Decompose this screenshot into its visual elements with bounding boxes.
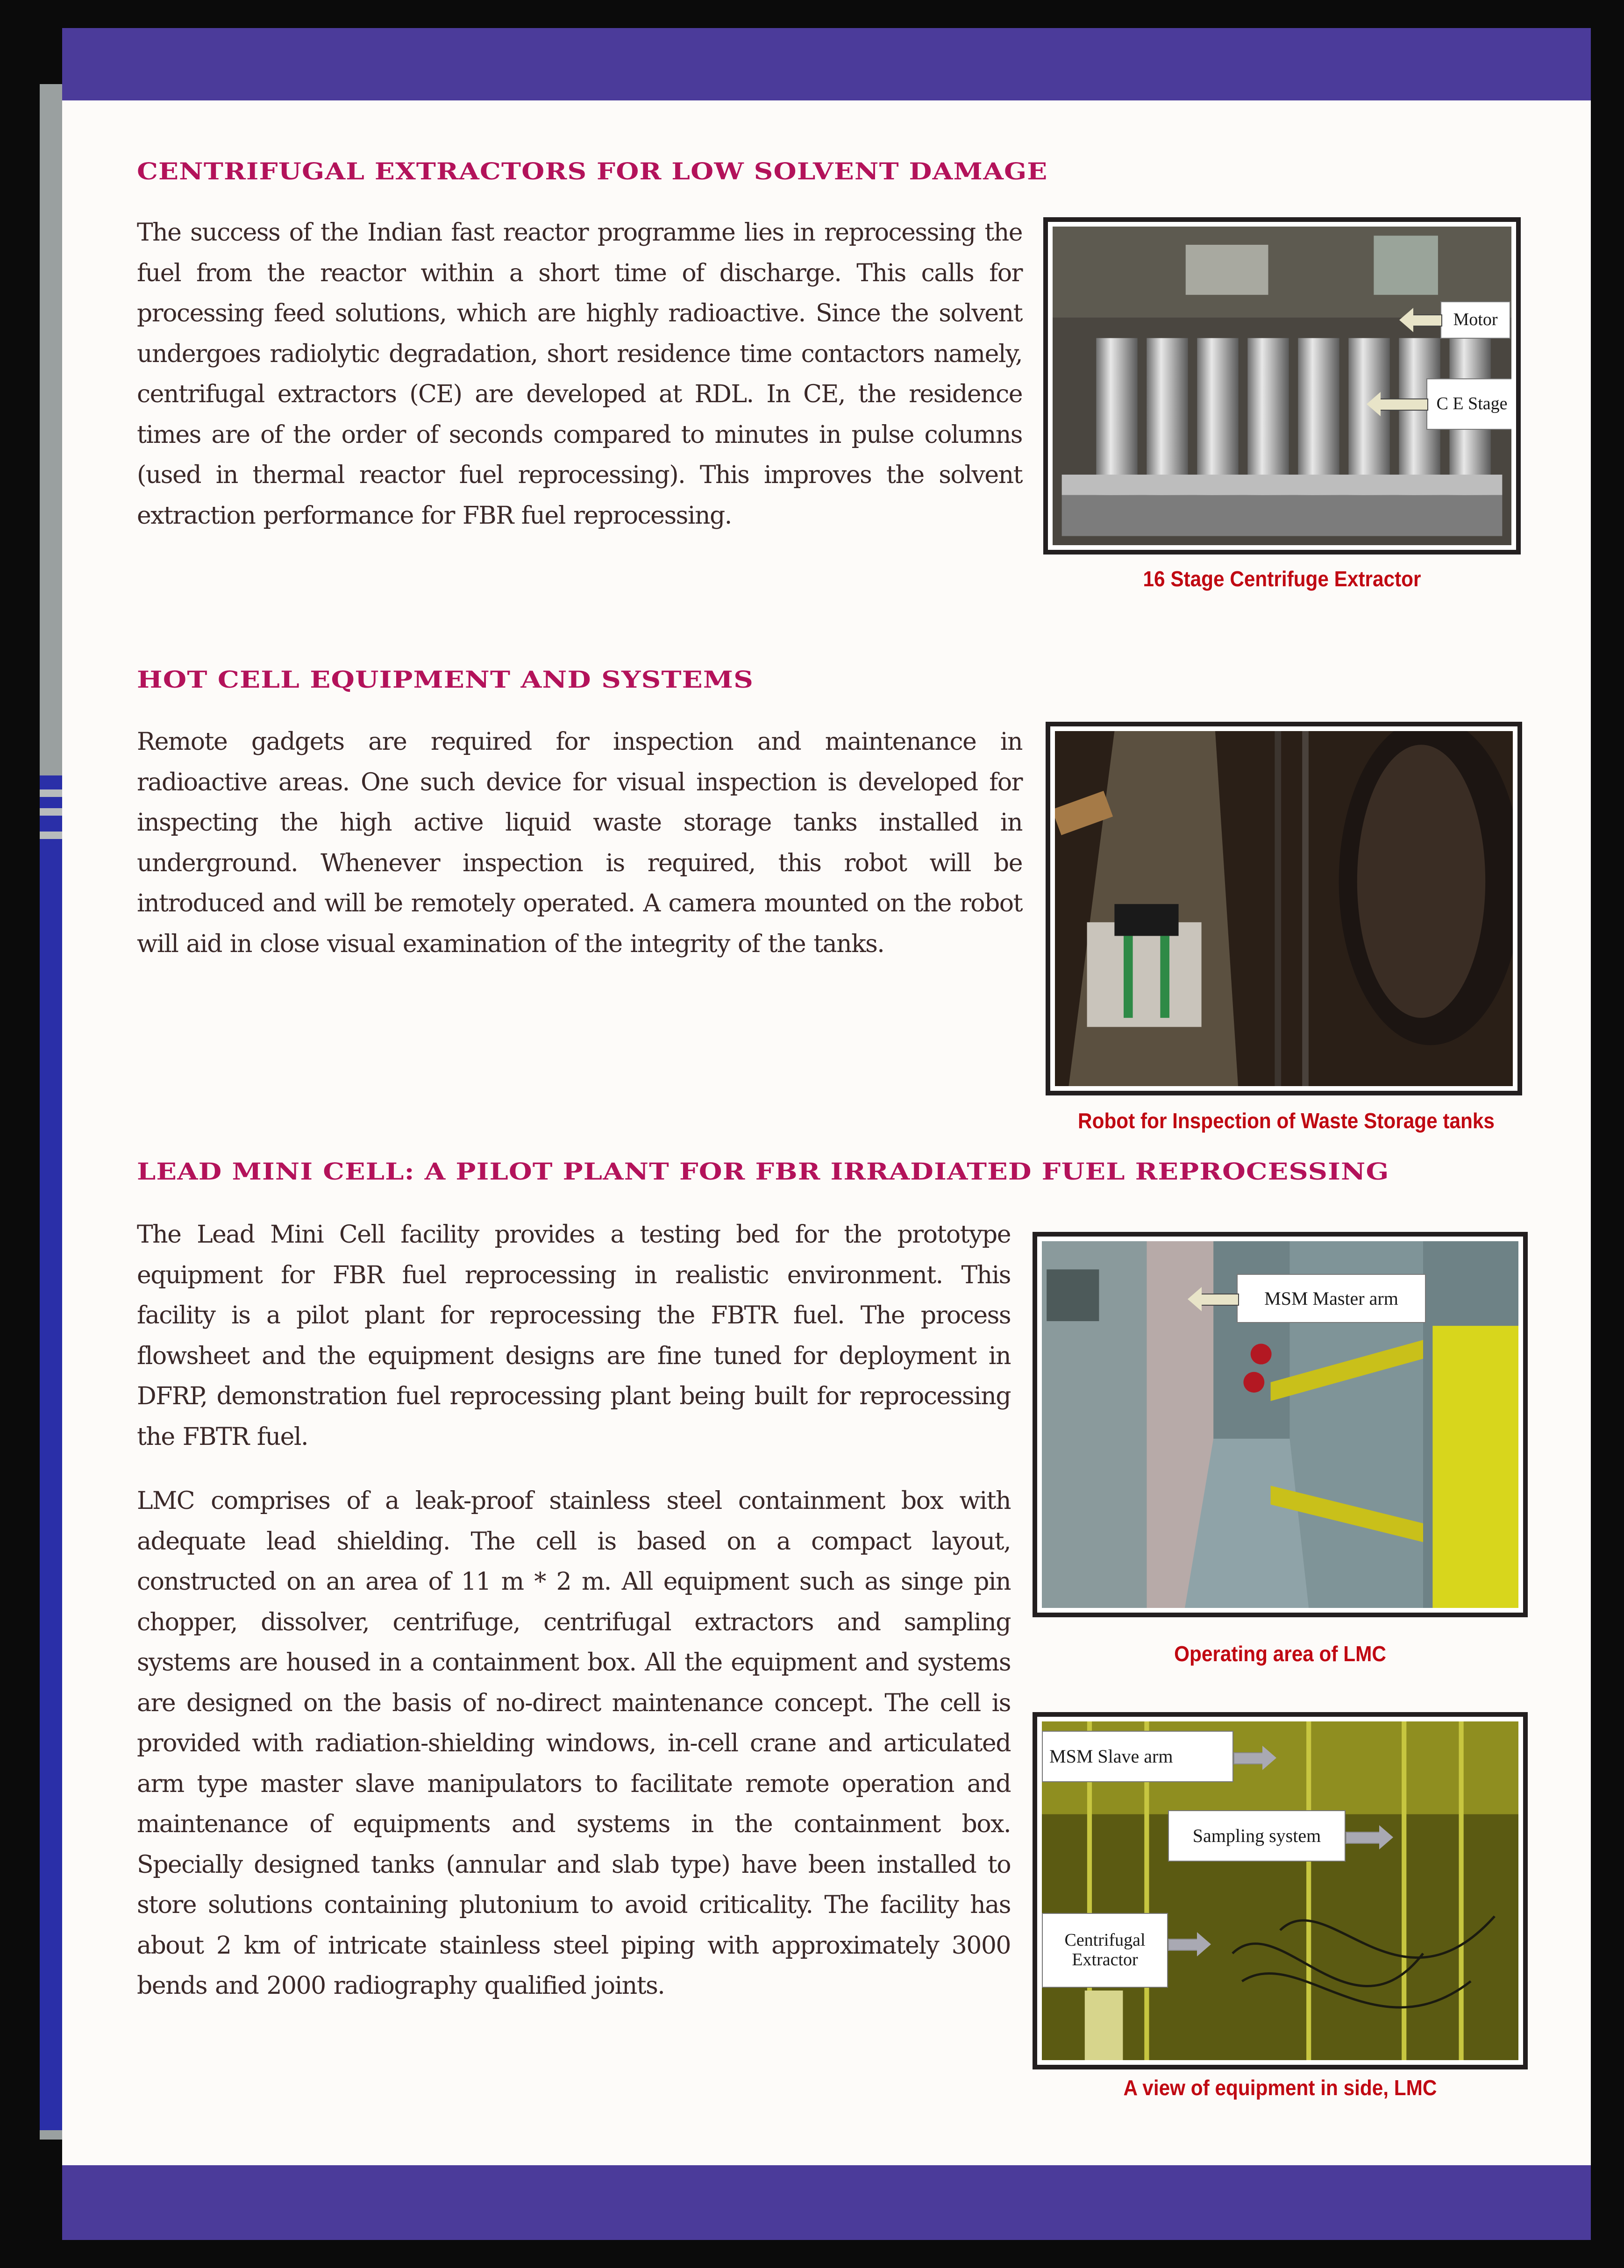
caption-centrifuge-extractor: 16 Stage Centrifuge Extractor (1143, 567, 1421, 591)
arrow-centrifugal-extractor-icon (1168, 1939, 1198, 1951)
section-body-centrifugal-extractors: The success of the Indian fast reactor programme lies in reprocessing the fuel from the reactor within a short time of discharge. This calls for processing feed solutions, which are highly radioactive. Since the solvent undergoes radiolytic degradation, short residence time contactors namely, centrifugal extractors (CE) are developed at RDL. In CE, the residence times are of the order of seconds compared to minutes in pulse columns (used in thermal reactor fuel reprocessing). This improves the solvent extraction performance for FBR fuel reprocessing. (137, 219, 1022, 530)
arrow-msm-master-arm-icon (1201, 1294, 1239, 1306)
figure-equipment-inside (1033, 1712, 1528, 2069)
photo-inspection-robot (1055, 731, 1513, 1086)
brochure-page (62, 28, 1591, 2240)
caption-inspection-robot: Robot for Inspection of Waste Storage tanks (1078, 1109, 1495, 1133)
header-band (62, 28, 1591, 100)
section-body-lead-mini-cell-2: LMC comprises of a leak-proof stainless steel containment box with adequate lead shielding. The cell is based on a compact layout, constructed on an area of 11 m * 2 m. All equipment such as singe pin chopper, dissolver, centrifuge, centrifugal extractors and sampling systems are housed in a containment box. All the equipment and systems are designed on the basis of no-direct maintenance concept. The cell is provided with radiation-shielding windows, in-cell crane and articulated arm type master slave manipulators to facilitate remote operation and maintenance of equipments and systems in the containment box. Specially designed tanks (annular and slab type) have been installed to store solutions containing plutonium to avoid criticality. The facility has about 2 km of intricate stainless steel piping with approximately 3000 bends and 2000 radiography qualified joints. (137, 1487, 1011, 2000)
adjacent-page-edge (40, 84, 63, 2140)
photo-equipment-inside (1042, 1721, 1518, 2060)
label-msm-master-arm: MSM Master arm (1237, 1274, 1426, 1323)
arrow-ce-stage-icon (1380, 398, 1428, 411)
label-centrifugal-extractor: Centrifugal Extractor (1042, 1913, 1168, 1988)
adjacent-page-stripe (40, 808, 63, 816)
figure-operating-area (1033, 1232, 1528, 1617)
section-body-hot-cell: Remote gadgets are required for inspection and maintenance in radioactive areas. One such device for visual inspection is developed for inspecting the high active liquid waste storage tanks installed in underground. Whenever inspection is required, this robot will be introduced and will be remotely operated. A camera mounted on the robot will aid in close visual examination of the integrity of the tanks. (137, 728, 1022, 958)
label-sampling-system: Sampling system (1168, 1810, 1346, 1862)
photo-centrifuge-extractor (1053, 227, 1511, 545)
caption-operating-area: Operating area of LMC (1174, 1642, 1386, 1666)
adjacent-page-stripe (40, 832, 63, 839)
section-body-lead-mini-cell-1: The Lead Mini Cell facility provides a testing bed for the prototype equipment for FBR fuel reprocessing in realistic environment. This facility is a pilot plant for reprocessing the FBTR fuel. The process flowsheet and the equipment designs are fine tuned for deployment in DFRP, demonstration fuel reprocessing plant being built for reprocessing the FBTR fuel. (137, 1221, 1011, 1451)
section-heading-centrifugal-extractors: CENTRIFUGAL EXTRACTORS FOR LOW SOLVENT DAMAGE (137, 157, 1048, 185)
arrow-sampling-system-icon (1346, 1832, 1380, 1844)
inspection-robot-illustration (1055, 731, 1513, 1086)
figure-centrifuge-extractor (1043, 217, 1521, 555)
section-heading-hot-cell: HOT CELL EQUIPMENT AND SYSTEMS (137, 666, 754, 693)
photo-operating-area (1042, 1241, 1518, 1608)
adjacent-page-blue-edge (40, 775, 63, 2130)
section-heading-lead-mini-cell: LEAD MINI CELL: A PILOT PLANT FOR FBR IRRADIATED FUEL REPROCESSING (137, 1158, 1389, 1185)
label-motor: Motor (1440, 301, 1510, 339)
label-msm-slave-arm: MSM Slave arm (1042, 1731, 1233, 1782)
caption-equipment-inside: A view of equipment in side, LMC (1123, 2076, 1437, 2100)
adjacent-page-stripe (40, 789, 63, 797)
footer-band (62, 2165, 1591, 2240)
arrow-motor-icon (1412, 314, 1442, 327)
figure-inspection-robot (1046, 722, 1522, 1095)
arrow-msm-slave-arm-icon (1233, 1752, 1263, 1764)
label-ce-stage: C E Stage (1426, 378, 1511, 430)
